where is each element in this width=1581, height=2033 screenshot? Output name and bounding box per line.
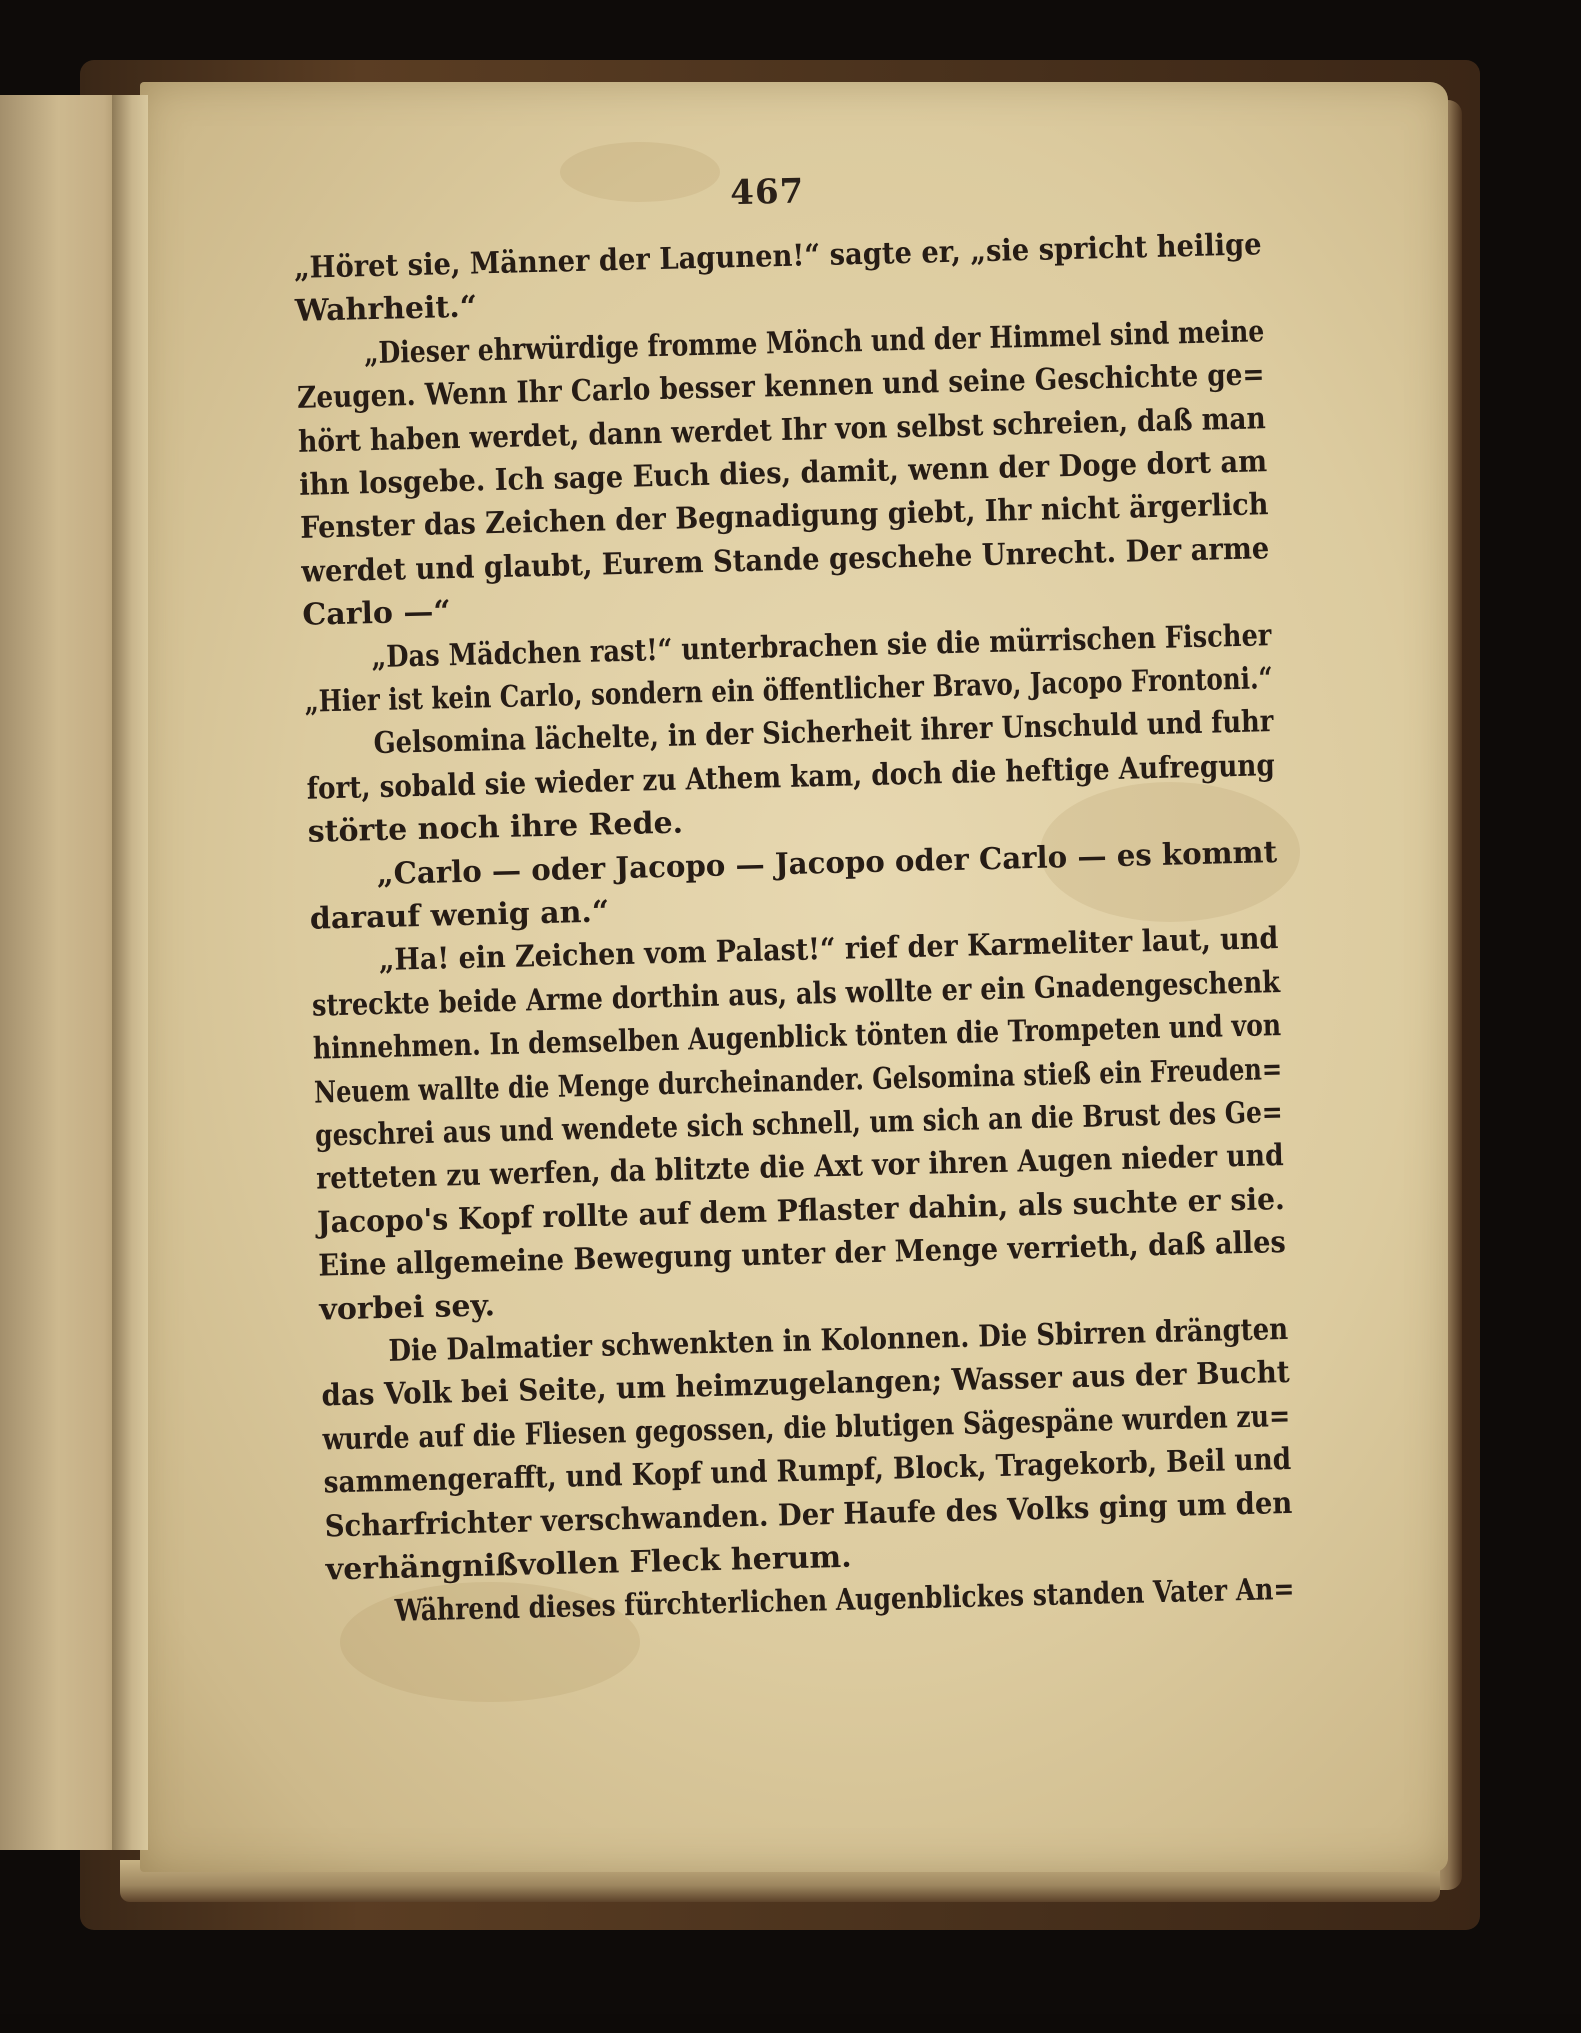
text-line: „Carlo — oder Jacopo — Jacopo oder Carlo — es kommt [376,834,1278,892]
text-line: Während dieses fürchterlichen Augenblickes standen Vater An= [394,1572,1295,1630]
text-line: das Volk bei Seite, um heimzugelangen; Wasser aus der Bucht [321,1355,1291,1414]
text-line: werdet und glaubt, Eurem Stande geschehe Unrecht. Der arme [300,530,1270,590]
text-line: Die Dalmatier schwenkten in Kolonnen. Die Sbirren drängten [388,1311,1289,1369]
text-line: „Das Mädchen rast!“ unterbrachen sie die mürrischen Fischer [371,617,1272,675]
text-line: geschrei aus und wendete sich schnell, um sich an die Brust des Ge= [314,1095,1284,1154]
text-line: fort, sobald sie wieder zu Athem kam, doch die heftige Aufregung [306,747,1276,807]
text-line: darauf wenig an.“ [309,894,610,937]
text-line: „Dieser ehrwürdige fromme Mönch und der Himmel sind meine [363,314,1265,372]
text-line: Eine allgemeine Bewegung unter der Menge verrieth, daß alles [317,1225,1287,1284]
text-line: „Höret sie, Männer der Lagunen!“ sagte er, „sie spricht heilige [293,227,1262,286]
text-line: „Hier ist kein Carlo, sondern ein öffentlicher Bravo, Jacopo Frontoni.“ [304,661,1274,720]
text-line: streckte beide Arme dorthin aus, als wollte er ein Gnadengeschenk [311,964,1281,1024]
text-line: Wahrheit.“ [294,289,478,330]
text-line: hinnehmen. In demselben Augenblick tönten die Trompeten und von [312,1008,1282,1067]
text-line: Zeugen. Wenn Ihr Carlo besser kennen und seine Geschichte ge= [296,357,1265,417]
text-line: Fenster das Zeichen der Begnadigung giebt, Ihr nicht ärgerlich [299,487,1269,547]
text-line: hört haben werdet, dann werdet Ihr von selbst schreien, daß man [297,400,1267,460]
text-line: Gelsomina lächelte, in der Sicherheit ihrer Unschuld und fuhr [373,704,1274,762]
text-line: Scharfrichter verschwanden. Der Haufe des Volks ging um den [324,1485,1293,1545]
text-line: ihn losgebe. Ich sage Euch dies, damit, wenn der Doge dort am [298,444,1268,503]
text-line: Carlo —“ [302,594,452,633]
text-line: vorbei sey. [318,1287,496,1328]
page-number: 467 [729,171,805,214]
text-line: retteten zu werfen, da blitzte die Axt vor ihren Augen nieder und [315,1138,1284,1198]
text-line: Neuem wallte die Menge durcheinander. Gelsomina stieß ein Freuden= [313,1051,1283,1111]
text-line: „Ha! ein Zeichen vom Palast!“ rief der Karmeliter laut, und [378,921,1279,979]
text-line: verhängnißvollen Fleck herum. [325,1539,852,1588]
text-line: wurde auf die Fliesen gegossen, die blutigen Sägespäne wurden zu= [322,1398,1291,1458]
text-line: Jacopo's Kopf rollte auf dem Pflaster dahin, als suchte er sie. [316,1181,1286,1241]
text-line: sammengerafft, und Kopf und Rumpf, Block, Tragekorb, Beil und [323,1442,1292,1501]
text-line: störte noch ihre Rede. [307,805,684,850]
